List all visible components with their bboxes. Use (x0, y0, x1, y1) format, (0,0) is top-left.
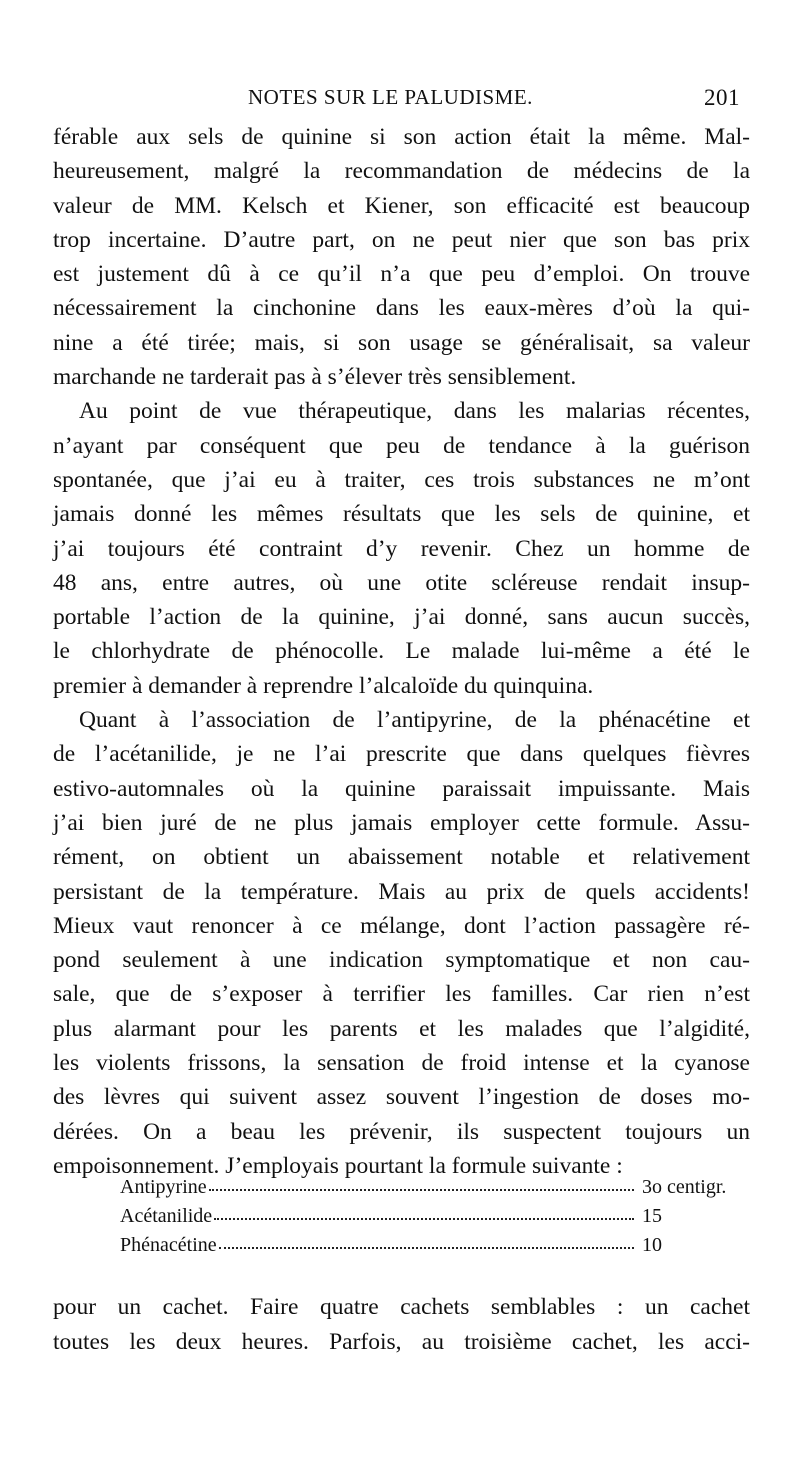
text-line: jamais donné les mêmes résultats que les sels de quinine, et (53, 501, 750, 528)
text-line: Au point de vue thérapeutique, dans les malarias récentes, (79, 398, 750, 425)
text-line: heureusement, malgré la recommandation de médecins de la (53, 158, 750, 185)
text-line: plus alarmant pour les parents et les malades que l’algidité, (53, 1015, 750, 1042)
text-line: persistant de la température. Mais au prix de quels accidents! (53, 878, 750, 905)
text-line: empoisonnement. J’employais pourtant la formule suivante : (53, 1152, 623, 1179)
dot-leader (214, 1214, 634, 1220)
text-line: estivo-automnales où la quinine paraissait impuissante. Mais (53, 775, 750, 802)
dot-leader (209, 1185, 634, 1191)
text-line: Quant à l’association de l’antipyrine, de la phénacétine et (79, 707, 750, 734)
text-line: valeur de MM. Kelsch et Kiener, son efficacité est beaucoup (53, 192, 750, 219)
text-line: toutes les deux heures. Parfois, au troisième cachet, les acci- (53, 1328, 750, 1355)
text-line: 48 ans, entre autres, où une otite scléreuse rendait insup- (53, 569, 750, 596)
text-line: nécessairement la cinchonine dans les eaux-mères d’où la qui- (53, 295, 750, 322)
ingredient-name: Antipyrine (120, 1176, 207, 1198)
formula-row (120, 1231, 752, 1260)
ingredient-dose: 3o centigr. (642, 1176, 727, 1198)
formula-row (120, 1202, 752, 1231)
text-line: les violents frissons, la sensation de froid intense et la cyanose (53, 1050, 750, 1077)
text-line: Mieux vaut renoncer à ce mélange, dont l’action passagère ré- (53, 912, 750, 939)
text-line: portable l’action de la quinine, j’ai donné, sans aucun succès, (53, 604, 750, 631)
text-line: férable aux sels de quinine si son action était la même. Mal- (53, 124, 750, 150)
ingredient-dose: 15 (642, 1205, 662, 1227)
text-line: nine a été tirée; mais, si son usage se généralisait, sa valeur (53, 329, 750, 356)
text-line: sale, que de s’exposer à terrifier les familles. Car rien n’est (53, 981, 750, 1008)
text-line: j’ai toujours été contraint d’y revenir. Chez un homme de (53, 535, 750, 562)
text-line: pour un cachet. Faire quatre cachets semblables : un cachet (53, 1294, 750, 1320)
formula-table (120, 1173, 752, 1260)
text-line: j’ai bien juré de ne plus jamais employer cette formule. Assu- (53, 809, 750, 836)
ingredient-dose: 10 (642, 1234, 662, 1256)
body-text (53, 120, 750, 1183)
text-line: des lèvres qui suivent assez souvent l’ingestion de doses mo- (53, 1084, 750, 1111)
ingredient-name: Acétanilide (120, 1205, 213, 1227)
running-title: NOTES SUR LE PALUDISME. (248, 85, 533, 109)
text-line: trop incertaine. D’autre part, on ne peut nier que son bas prix (53, 226, 750, 253)
running-header (53, 85, 746, 115)
dot-leader (219, 1243, 634, 1249)
text-line: spontanée, que j’ai eu à traiter, ces trois substances ne m’ont (53, 466, 750, 493)
page-number: 201 (704, 85, 740, 110)
text-line: n’ayant par conséquent que peu de tendance à la guérison (53, 432, 750, 459)
ingredient-name: Phénacétine (120, 1234, 217, 1256)
text-line: dérées. On a beau les prévenir, ils suspectent toujours un (53, 1118, 750, 1145)
text-line: est justement dû à ce qu’il n’a que peu d’emploi. On trouve (53, 261, 750, 288)
text-line: pond seulement à une indication symptomatique et non cau- (53, 947, 750, 974)
text-line: le chlorhydrate de phénocolle. Le malade lui-même a été le (53, 638, 750, 665)
text-line: de l’acétanilide, je ne l’ai prescrite que dans quelques fièvres (53, 741, 750, 768)
text-line: rément, on obtient un abaissement notable et relativement (53, 844, 750, 871)
text-line: premier à demander à reprendre l’alcaloïde du quinquina. (53, 672, 594, 699)
formula-row (120, 1173, 752, 1202)
text-line: marchande ne tarderait pas à s’élever très sensiblement. (53, 364, 577, 391)
continuation-text (53, 1290, 750, 1359)
